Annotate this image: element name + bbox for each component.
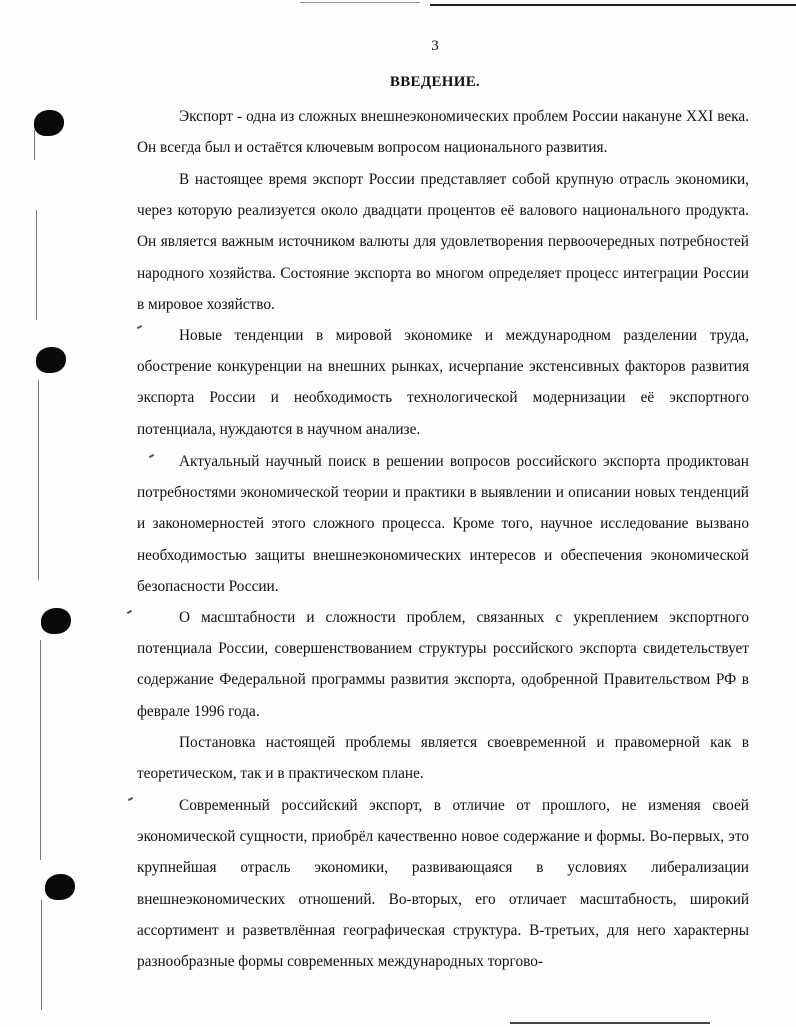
- scan-margin-line: [34, 130, 35, 160]
- page-number: 3: [431, 38, 439, 54]
- scan-margin-line: [40, 640, 41, 860]
- paragraph-7: Современный российский экспорт, в отличие от прошлого, не изменяя своей экономической сущности, приобрёл качественно новое содержание и формы. Во-первых, это крупнейшая отрасль экономики, развивающаяся в условиях либерализации внешнеэкономических отношений. Во-вторых, его отличает масштабность, широкий ассортимент и разветвлённая географическая структура. В-третьих, для него характерны разнообразные формы современных международных торгово-: [137, 797, 749, 971]
- punch-hole-mark: [41, 608, 71, 634]
- scan-speck: [128, 797, 133, 801]
- scan-speck: [127, 610, 132, 614]
- paragraph-5: О масштабности и сложности проблем, связанных с укреплением экспортного потенциала России, совершенствованием структуры российского экспорта свидетельствует содержание Федеральной программы развития экспорта, одобренной Правительством РФ в феврале 1996 года.: [137, 609, 749, 720]
- paragraph-6: Постановка настоящей проблемы является своевременной и правомерной как в теоретическом, так и в практическом плане.: [137, 734, 749, 783]
- punch-hole-mark: [36, 347, 66, 373]
- scan-bottom-rule: [510, 1022, 710, 1024]
- scan-margin-line: [41, 900, 42, 1010]
- paragraph-3: Новые тенденции в мировой экономике и международном разделении труда, обострение конкуренции на внешних рынках, исчерпание экстенсивных факторов развития экспорта России и необходимость технологической модернизации её экспортного потенциала, нуждаются в научном анализе.: [137, 327, 749, 438]
- paragraph-1: Экспорт - одна из сложных внешнеэкономических проблем России накануне XXI века. Он всегда был и остаётся ключевым вопросом национального развития.: [137, 108, 749, 157]
- paragraph-2: В настоящее время экспорт России представляет собой крупную отрасль экономики, через которую реализуется около двадцати процентов её валового национального продукта. Он является важным источником валюты для удовлетворения первоочередных потребностей народного хозяйства. Состояние экспорта во многом определяет процесс интеграции России в мировое хозяйство.: [137, 171, 749, 313]
- punch-hole-mark: [45, 874, 75, 900]
- scan-margin-line: [38, 380, 39, 580]
- page-title: ВВЕДЕНИЕ.: [389, 74, 481, 90]
- paragraph-4: Актуальный научный поиск в решении вопросов российского экспорта продиктован потребностями экономической теории и практики в выявлении и описании новых тенденций и закономерностей этого сложного процесса. Кроме того, научное исследование вызвано необходимостью защиты внешнеэкономических интересов и обеспечения экономической безопасности России.: [137, 453, 749, 595]
- scan-top-rule: [430, 4, 796, 6]
- scan-margin-line: [36, 210, 37, 320]
- punch-hole-mark: [34, 110, 64, 136]
- scan-top-faint-rule: [300, 2, 420, 3]
